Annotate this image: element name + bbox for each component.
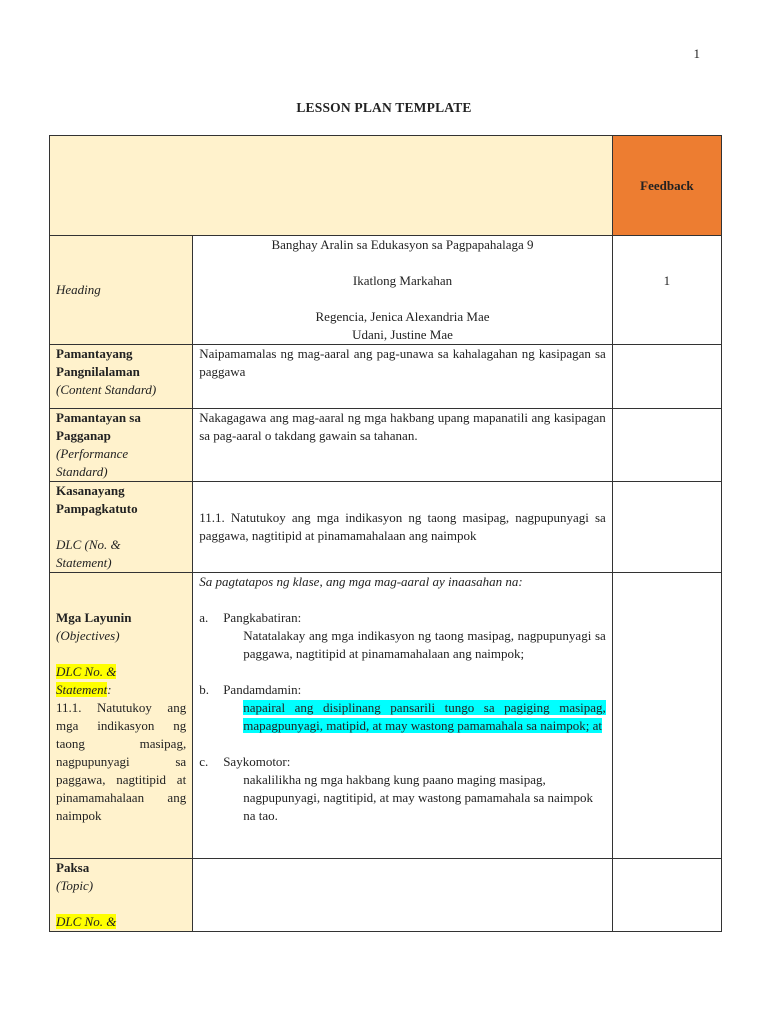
performance-standard-label-en-1: (Performance [56,446,129,461]
objective-a-header [199,609,606,627]
competency-row [50,482,722,573]
content-standard-feedback-cell [612,345,721,409]
document-title: LESSON PLAN TEMPLATE [296,100,472,115]
performance-standard-label-cell [50,409,193,482]
performance-standard-label-en-2: Standard) [56,464,108,479]
objectives-feedback-cell [612,573,721,859]
objective-a-text: Natatalakay ang mga indikasyon ng taong masipag, nagpupunyagi sa paggawa, nagtitipid at pinamamahalaan ang naimpok; [243,628,606,661]
objective-b-text: napairal ang disiplinang pansarili tungo sa pagiging masipag, mapagpunyagi, matipid, at may wastong pamamahala sa naimpok; at [243,700,606,733]
competency-label-cell [50,482,193,573]
heading-line-author-2: Udani, Justine Mae [352,327,453,342]
objective-b-title: Pandamdamin: [223,682,302,697]
performance-standard-feedback-cell [612,409,721,482]
heading-line-author-1: Regencia, Jenica Alexandria Mae [315,309,490,324]
topic-label: Paksa [56,860,90,875]
topic-dlc: DLC No. & [56,914,117,929]
heading-row [50,236,722,345]
objective-a-title: Pangkabatiran: [223,610,302,625]
objectives-label-cell [50,573,193,859]
content-standard-text: Naipamamalas ng mag-aaral ang pag-unawa sa kahalagahan ng kasipagan sa paggawa [193,345,613,409]
objective-b-header [199,681,606,699]
competency-label-2: Pampagkatuto [56,501,138,516]
performance-standard-label-2: Pagganap [56,428,111,443]
content-standard-label-cell [50,345,193,409]
objectives-dlc-text: 11.1. Natutukoy ang mga indikasyon ng taong masipag, nagpupunyagi sa paggawa, nagtitipid at pinamamahalaan ang naimpok [56,700,187,823]
objective-c-title: Saykomotor: [223,754,291,769]
objective-c-header [199,753,606,771]
page-number: 1 [693,46,700,61]
objectives-label-en: (Objectives) [56,628,120,643]
performance-standard-text: Nakagagawa ang mag-aaral ng mga hakbang upang mapanatili ang kasipagan sa pag-aaral o takdang gawain sa tahanan. [193,409,613,482]
content-standard-label-1: Pamantayang [56,346,133,361]
objectives-content-cell [193,573,613,859]
topic-feedback-cell [612,859,721,932]
objective-c-letter: c. [199,754,209,769]
heading-content-cell [193,236,613,345]
objectives-dlc-2: Statement [56,682,108,697]
objectives-intro: Sa pagtatapos ng klase, ang mga mag-aaral ay inaasahan na: [199,574,523,589]
performance-standard-label-1: Pamantayan sa [56,410,141,425]
content-standard-label-2: Pangnilalaman [56,364,140,379]
objectives-dlc-1: DLC No. & [56,664,117,679]
objective-c-text: nakalilikha ng mga hakbang kung paano maging masipag, nagpupunyagi, nagtitipid, at may wastong pamamahala sa naimpok na tao. [243,772,594,823]
competency-label-en-1: DLC (No. & [56,537,121,552]
feedback-header: Feedback [612,136,721,236]
content-standard-label-en: (Content Standard) [56,382,157,397]
competency-label-en-2: Statement) [56,555,112,570]
objectives-row [50,573,722,859]
lesson-plan-table [49,135,722,932]
header-row [50,136,722,236]
heading-label-cell [50,236,193,345]
objectives-dlc-colon: : [107,682,112,697]
topic-label-cell [50,859,193,932]
heading-line-subject: Banghay Aralin sa Edukasyon sa Pagpapahalaga 9 [271,237,534,252]
topic-row [50,859,722,932]
content-standard-row [50,345,722,409]
topic-label-en: (Topic) [56,878,94,893]
objectives-label: Mga Layunin [56,610,132,625]
topic-content-cell [193,859,613,932]
heading-label: Heading [56,282,101,297]
performance-standard-row [50,409,722,482]
header-blank-cell [50,136,613,236]
heading-line-quarter: Ikatlong Markahan [352,273,453,288]
competency-text: 11.1. Natutukoy ang mga indikasyon ng taong masipag, nagpupunyagi sa paggawa, nagtitipid at pinamamahalaan ang naimpok [193,482,613,573]
objective-a-letter: a. [199,610,209,625]
objective-b-letter: b. [199,682,209,697]
competency-label-1: Kasanayang [56,483,125,498]
competency-feedback-cell [612,482,721,573]
heading-feedback-cell: 1 [612,236,721,345]
